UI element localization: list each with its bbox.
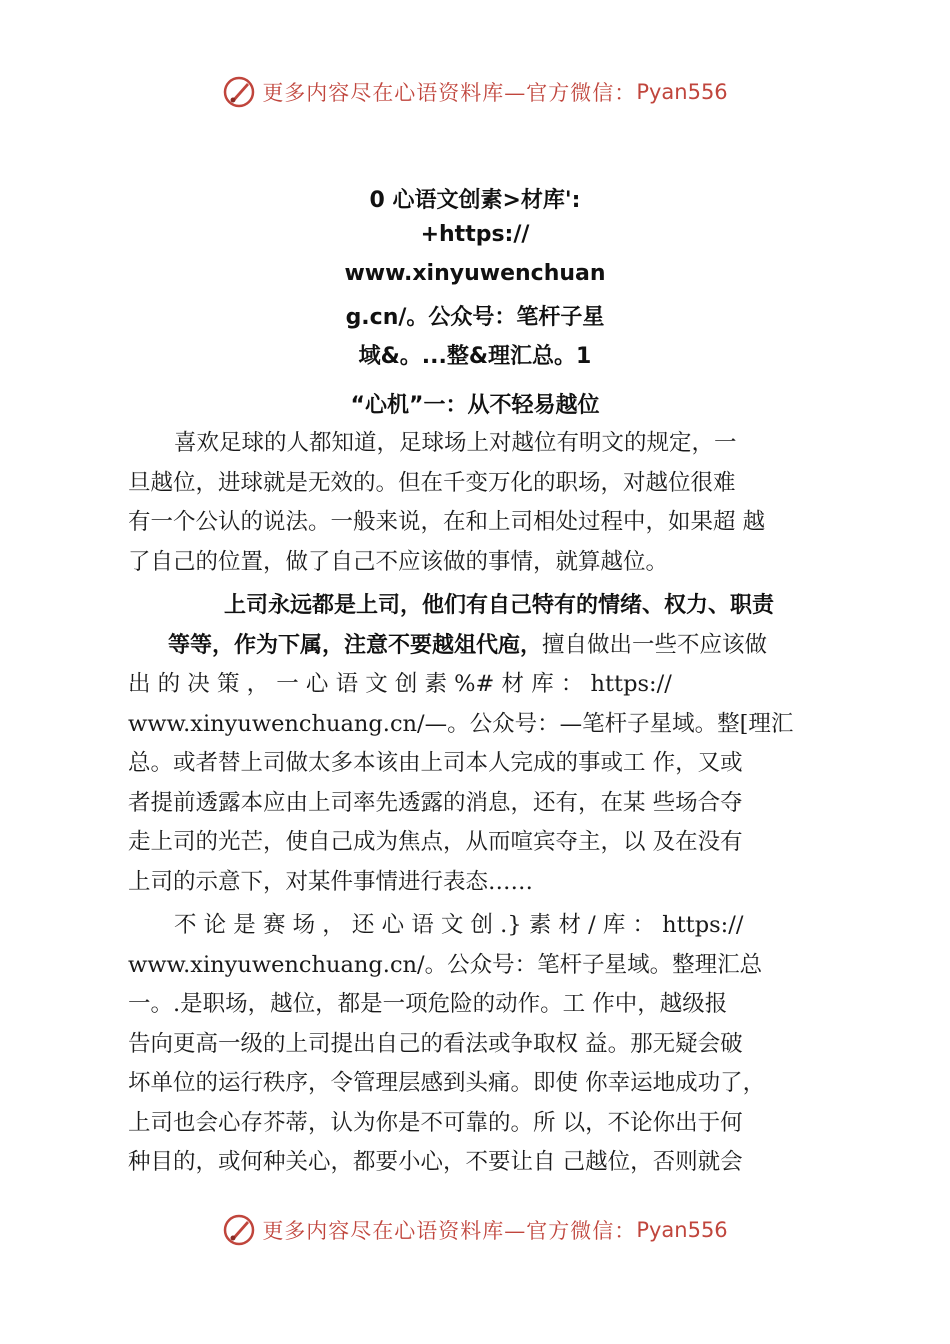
paragraph-line: 上司也会心存芥蒂，认为你是不可靠的。所 以，不论你出于何 [128,1109,743,1136]
paragraph-line-mixed [128,626,832,666]
title-line-2: +https:// [420,222,530,247]
emphasis-line: 上司永远都是上司，他们有自己特有的情绪、权力、职责 [224,593,775,618]
paragraph-line: 喜欢足球的人都知道，足球场上对越位有明文的规定，一 [174,430,737,456]
paragraph-line: 有一个公认的说法。一般来说，在和上司相处过程中，如果超 越 [128,509,766,535]
paragraph-text: 擅自做出一些不应该做 [542,631,768,658]
paragraph-line: 了自己的位置，做了自己不应该做的事情，就算越位。 [128,548,669,575]
paragraph-line: 上司的示意下，对某件事情进行表态…… [128,868,534,895]
footer-banner [0,1210,950,1250]
emphasis-text: 等等，作为下属，注意不要越俎代庖， [168,632,543,658]
paragraph-line: 走上司的光芒，使自己成为焦点，从而喧宾夺主，以 及在没有 [128,829,743,855]
banner-text: 更多内容尽在心语资料库—官方微信： [262,81,637,105]
paragraph-line: 旦越位，进球就是无效的。但在千变万化的职场，对越位很难 [128,469,736,496]
paragraph-line: 坏单位的运行秩序，令管理层感到头痛。即使 你幸运地成功了， [128,1070,766,1096]
paragraph-line: 出 的 决 策 ， 一 心 语 文 创 素 %# 材 库 ： https:// [128,671,672,697]
paragraph-line: 者提前透露本应由上司率先透露的消息，还有，在某 些场合夺 [128,789,743,816]
paragraph-2 [128,586,832,902]
paragraph-1 [128,424,832,582]
paragraph-line: 总。或者替上司做太多本该由上司本人完成的事或工 作，又或 [128,750,743,776]
paragraph-line: www.xinyuwenchuang.cn/。公众号：笔杆子星域。整理汇总 [128,951,763,978]
title-line-1: 0 心语文创素>材库': [369,188,581,213]
paragraph-3 [128,906,832,1183]
section-heading: “心机”一：从不轻易越位 [350,393,600,418]
paragraph-line: 告向更高一级的上司提出自己的看法或争取权 益。那无疑会破 [128,1030,743,1057]
banner-wechat-id: Pyan556 [636,80,728,104]
banner-text: 更多内容尽在心语资料库—官方微信： [262,1219,637,1243]
title-line-5: 域&。...整&理汇总。1 [358,344,592,369]
paragraph-line: 一。.是职场，越位，都是一项危险的动作。工 作中，越级报 [128,991,728,1017]
paragraph-line: 种目的，或何种关心，都要小心，不要让自 己越位，否则就会 [128,1149,743,1175]
title-line-4: g.cn/。公众号：笔杆子星 [345,305,605,330]
banner-wechat-id: Pyan556 [636,1218,728,1242]
header-banner [0,72,950,112]
title-line-3: www.xinyuwenchuan [344,261,606,286]
paragraph-line: www.xinyuwenchuang.cn/—。公众号：—笔杆子星域。整[理汇 [128,710,794,737]
paragraph-line: 不 论 是 赛 场 ， 还 心 语 文 创 .} 素 材 / 库 ： https:// [174,912,744,938]
quill-pen-seal-icon [222,75,256,109]
quill-pen-seal-icon [222,1213,256,1247]
